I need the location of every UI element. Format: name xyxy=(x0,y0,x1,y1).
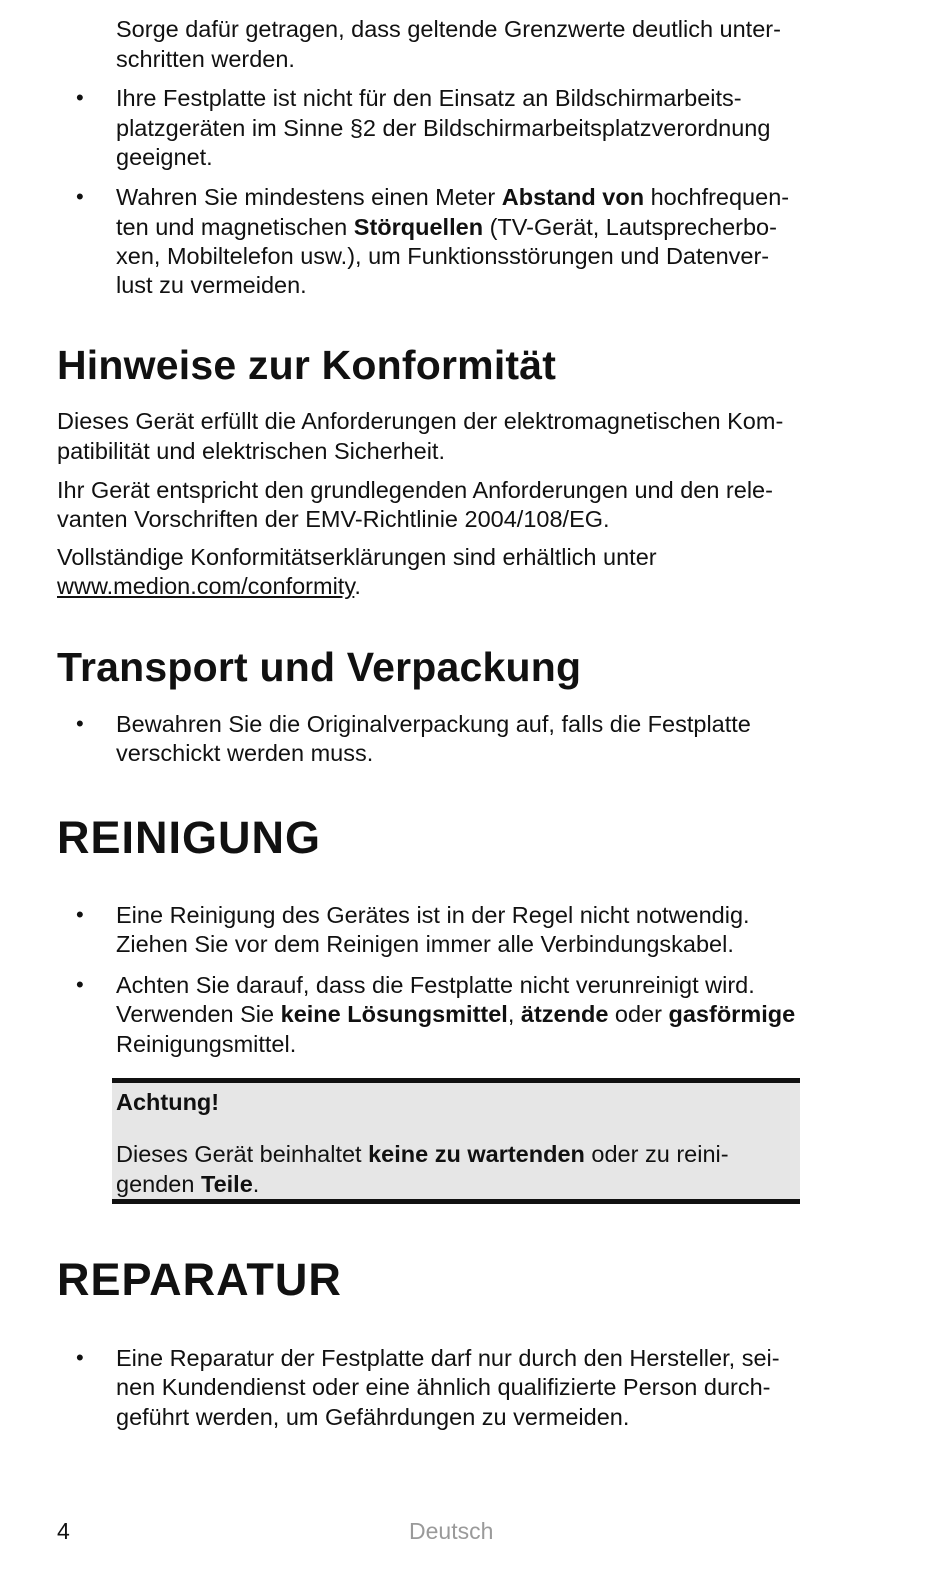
section-heading-konformitaet: Hinweise zur Konformität xyxy=(57,342,557,388)
paragraph-line: Ihr Gerät entspricht den grundlegenden Anforderungen und den rele- xyxy=(57,477,773,503)
notice-line: Dieses Gerät beinhaltet keine zu wartenden oder zu reini- xyxy=(116,1141,729,1167)
paragraph-line: Vollständige Konformitätserklärungen sind erhältlich unter xyxy=(57,544,657,570)
footer-language: Deutsch xyxy=(409,1518,494,1544)
chapter-heading-reparatur: REPARATUR xyxy=(57,1254,342,1305)
list-item-line: platzgeräten im Sinne §2 der Bildschirmarbeitsplatzverordnung xyxy=(116,115,771,141)
list-item-line: lust zu vermeiden. xyxy=(116,272,307,298)
list-item-line: Eine Reinigung des Gerätes ist in der Regel nicht notwendig. xyxy=(116,902,750,928)
list-item-line: Sorge dafür getragen, dass geltende Grenzwerte deutlich unter- xyxy=(116,16,781,42)
bullet-icon: • xyxy=(76,902,84,927)
list-item-line: Wahren Sie mindestens einen Meter Abstand von hochfrequen- xyxy=(116,184,790,210)
chapter-heading-reinigung: REINIGUNG xyxy=(57,812,322,863)
list-item-line: geeignet. xyxy=(116,144,213,170)
list-item-line: xen, Mobiltelefon usw.), um Funktionsstörungen und Datenver- xyxy=(116,243,770,269)
paragraph-line: patibilität und elektrischen Sicherheit. xyxy=(57,438,445,464)
list-item-line: Achten Sie darauf, dass die Festplatte nicht verunreinigt wird. xyxy=(116,972,755,998)
list-item-line: schritten werden. xyxy=(116,46,295,72)
bullet-icon: • xyxy=(76,711,84,736)
bullet-icon: • xyxy=(76,85,84,110)
notice-line: genden Teile. xyxy=(116,1171,260,1197)
page-number: 4 xyxy=(57,1518,70,1544)
list-item-line: nen Kundendienst oder eine ähnlich qualifizierte Person durch- xyxy=(116,1374,771,1400)
paragraph-line: www.medion.com/conformity. xyxy=(57,573,361,599)
list-item-line: Bewahren Sie die Originalverpackung auf, falls die Festplatte xyxy=(116,711,751,737)
bullet-icon: • xyxy=(76,1345,84,1370)
list-item-line: ten und magnetischen Störquellen (TV-Gerät, Lautsprecherbo- xyxy=(116,214,777,240)
list-item-line: verschickt werden muss. xyxy=(116,740,374,766)
list-item-line: Ihre Festplatte ist nicht für den Einsatz an Bildschirmarbeits- xyxy=(116,85,742,111)
list-item-line: Eine Reparatur der Festplatte darf nur durch den Hersteller, sei- xyxy=(116,1345,780,1371)
paragraph-line: vanten Vorschriften der EMV-Richtlinie 2004/108/EG. xyxy=(57,506,610,532)
list-item-line: Reinigungsmittel. xyxy=(116,1031,297,1057)
bullet-icon: • xyxy=(76,972,84,997)
list-item-line: Verwenden Sie keine Lösungsmittel, ätzende oder gasförmige xyxy=(116,1001,796,1027)
list-item-line: Ziehen Sie vor dem Reinigen immer alle Verbindungskabel. xyxy=(116,931,734,957)
list-item-line: geführt werden, um Gefährdungen zu vermeiden. xyxy=(116,1404,630,1430)
notice-title: Achtung! xyxy=(116,1089,220,1115)
section-heading-transport: Transport und Verpackung xyxy=(57,644,582,690)
conformity-link[interactable]: www.medion.com/conformity xyxy=(57,573,355,599)
paragraph-line: Dieses Gerät erfüllt die Anforderungen der elektromagnetischen Kom- xyxy=(57,408,784,434)
bullet-icon: • xyxy=(76,184,84,209)
